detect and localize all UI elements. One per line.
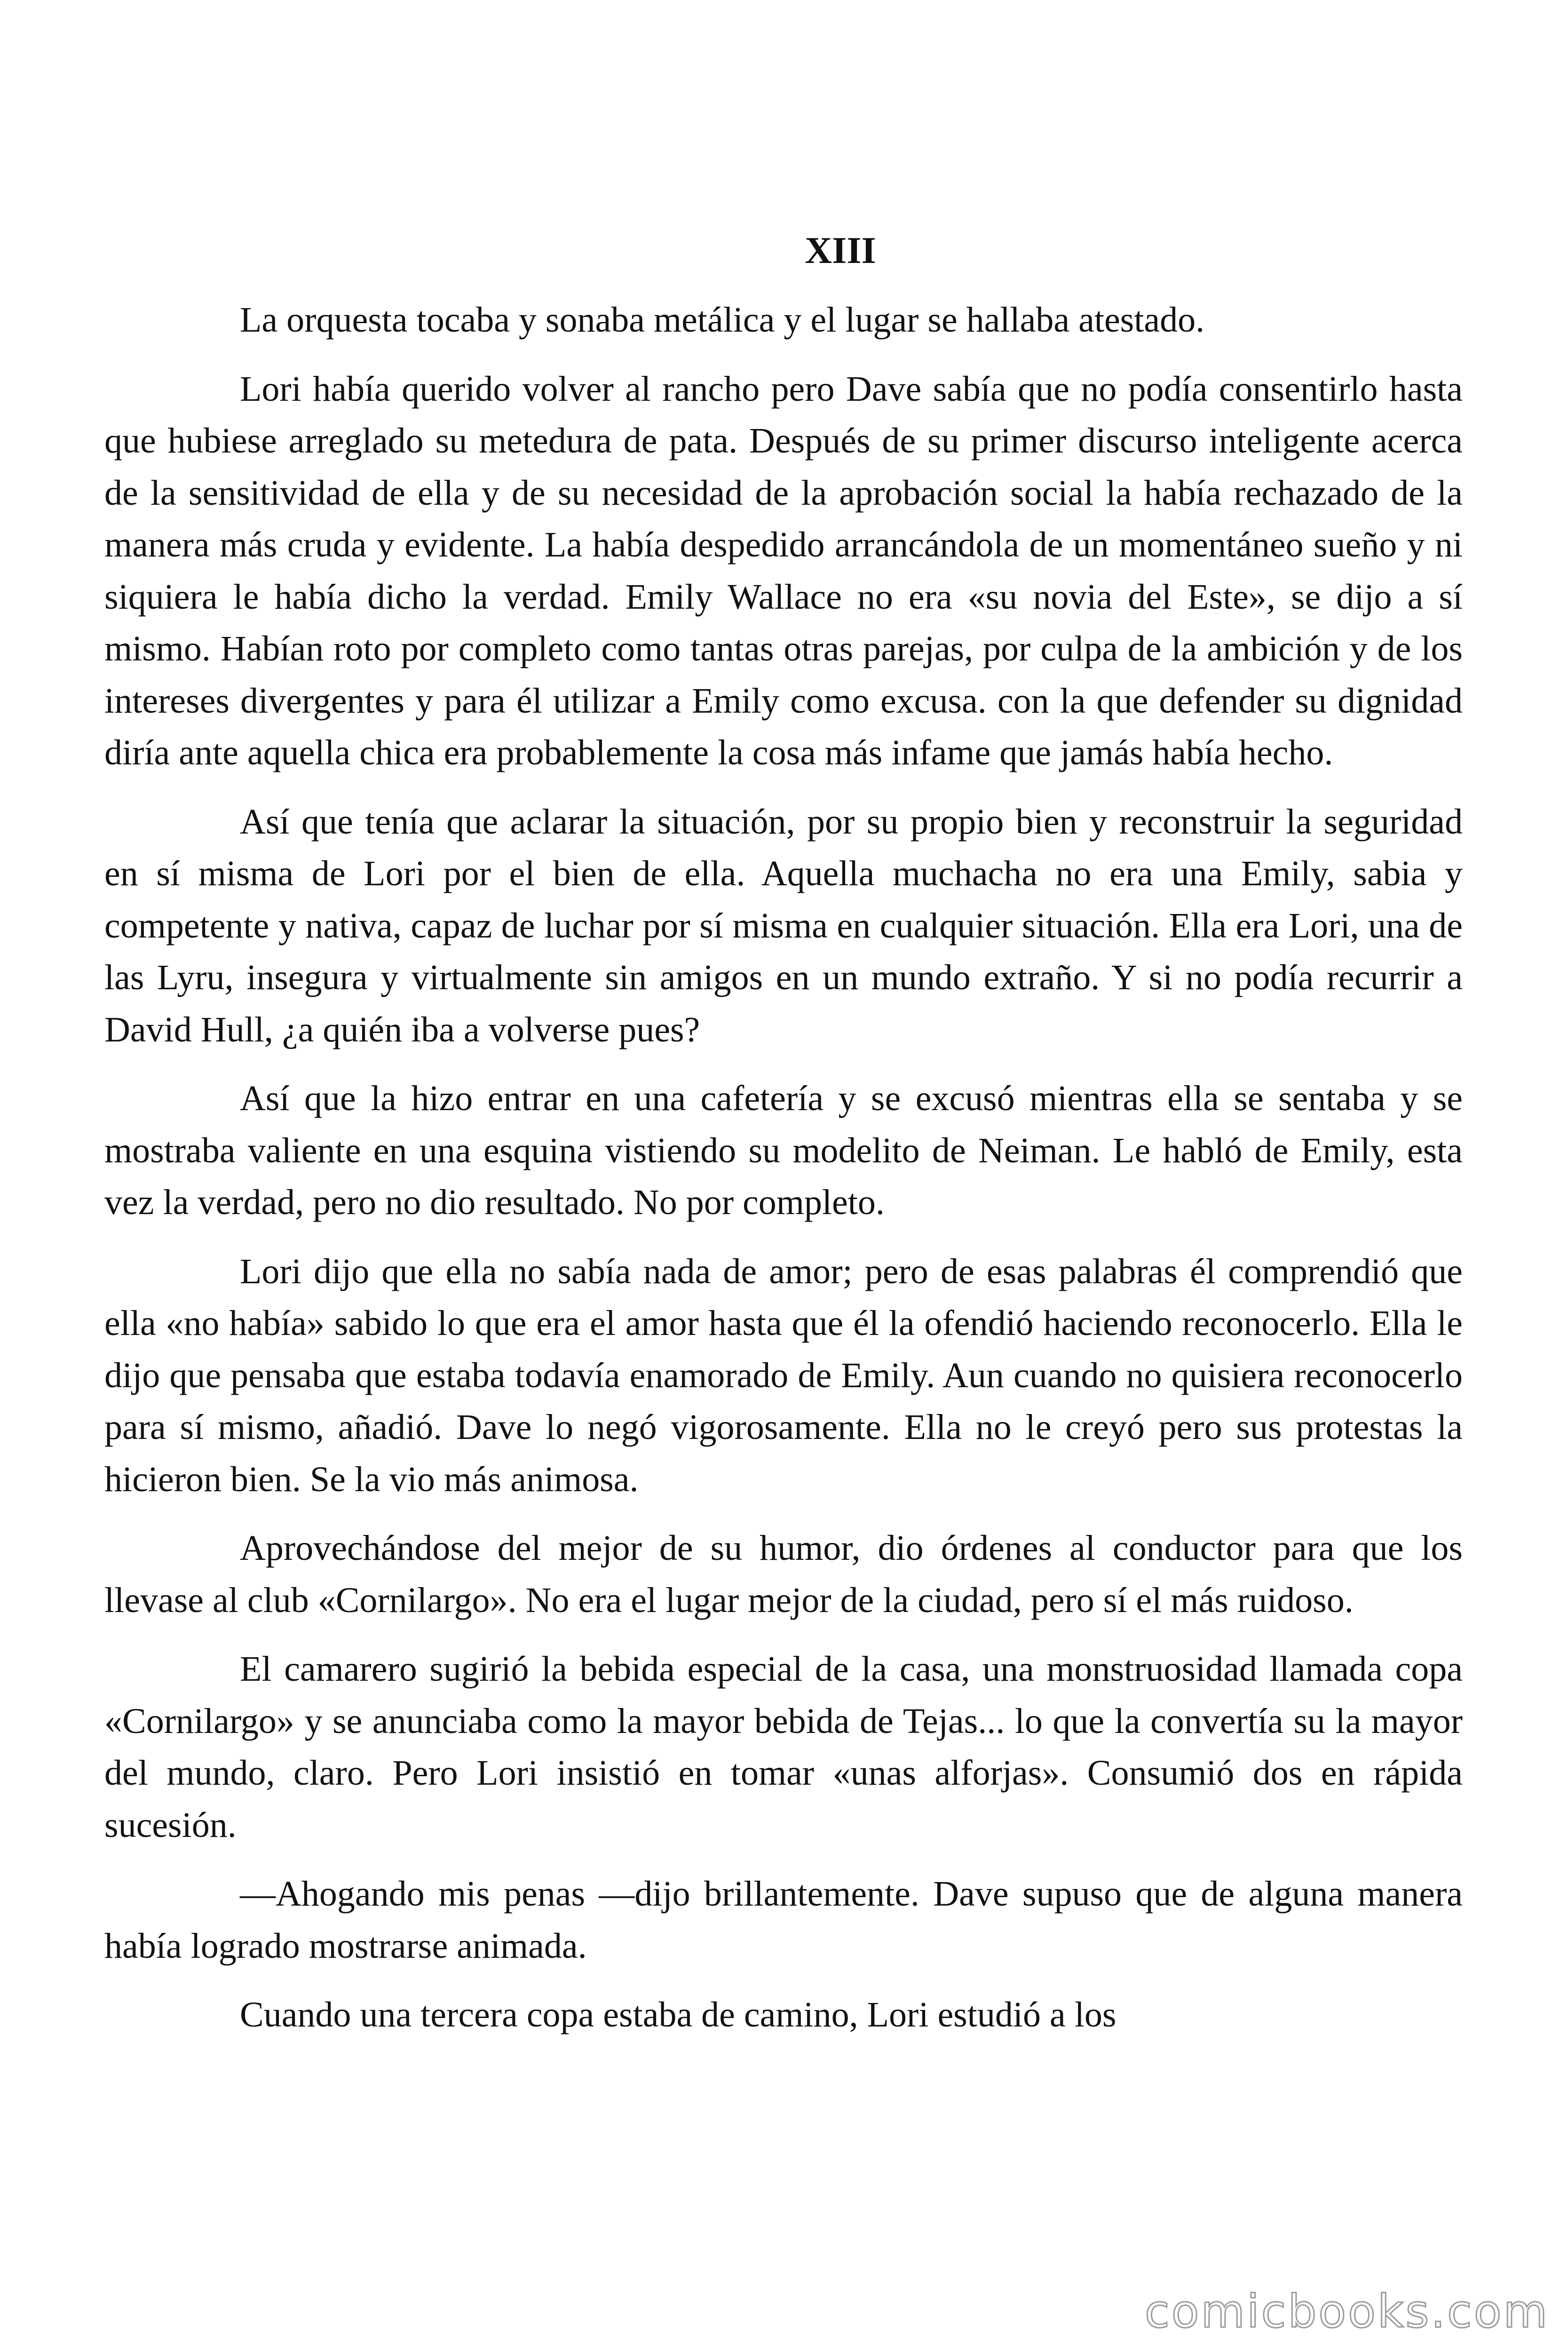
- paragraph-6: Aprovechándose del mejor de su humor, dio órdenes al conductor para que los llevase al club «Cornilargo». No era el lugar mejor de la ciudad, pero sí el más ruidoso.: [104, 1528, 1463, 1620]
- chapter-number: XIII: [805, 230, 876, 271]
- body-text: [104, 294, 1463, 2058]
- paragraph-3: Así que tenía que aclarar la situación, por su propio bien y reconstruir la seguridad en sí misma de Lori por el bien de ella. Aquella muchacha no era una Emily, sabia y competente y nativa, capaz de luchar por sí misma en cualquier situación. Ella era Lori, una de las Lyru, insegura y virtualmente sin amigos en un mundo extraño. Y si no podía recurrir a David Hull, ¿a quién iba a volverse pues?: [104, 802, 1463, 1049]
- paragraph-1: La orquesta tocaba y sonaba metálica y el lugar se hallaba atestado.: [240, 300, 1205, 340]
- watermark: comicbooks.com: [1144, 2285, 1549, 2338]
- paragraph-5: Lori dijo que ella no sabía nada de amor; pero de esas palabras él comprendió que ella «no había» sabido lo que era el amor hasta que él la ofendió haciendo reconocerlo. Ella le dijo que pensaba que estaba todavía enamorado de Emily. Aun cuando no quisiera reconocerlo para sí mismo, añadió. Dave lo negó vigorosamente. Ella no le creyó pero sus protestas la hicieron bien. Se la vio más animosa.: [104, 1251, 1463, 1499]
- paragraph-7: El camarero sugirió la bebida especial de la casa, una monstruosidad llamada copa «Cornilargo» y se anunciaba como la mayor bebida de Tejas... lo que la convertía su la mayor del mundo, claro. Pero Lori insistió en tomar «unas alforjas». Consumió dos en rápida sucesión.: [104, 1649, 1463, 1845]
- paragraph-9: Cuando una tercera copa estaba de camino, Lori estudió a los: [240, 1995, 1117, 2034]
- paragraph-8: —Ahogando mis penas —dijo brillantemente. Dave supuso que de alguna manera había logrado mostrarse animada.: [104, 1874, 1463, 1966]
- paragraph-4: Así que la hizo entrar en una cafetería y se excusó mientras ella se sentaba y se mostraba valiente en una esquina vistiendo su modelito de Neiman. Le habló de Emily, esta vez la verdad, pero no dio resultado. No por completo.: [104, 1079, 1463, 1222]
- paragraph-2: Lori había querido volver al rancho pero Dave sabía que no podía consentirlo hasta que hubiese arreglado su metedura de pata. Después de su primer discurso inteligente acerca de la sensitividad de ella y de su necesidad de la aprobación social la había rechazado de la manera más cruda y evidente. La había despedido arrancándola de un momentáneo sueño y ni siquiera le había dicho la verdad. Emily Wallace no era «su novia del Este», se dijo a sí mismo. Habían roto por completo como tantas otras parejas, por culpa de la ambición y de los intereses divergentes y para él utilizar a Emily como excusa. con la que defender su dignidad diría ante aquella chica era probablemente la cosa más infame que jamás había hecho.: [104, 369, 1463, 772]
